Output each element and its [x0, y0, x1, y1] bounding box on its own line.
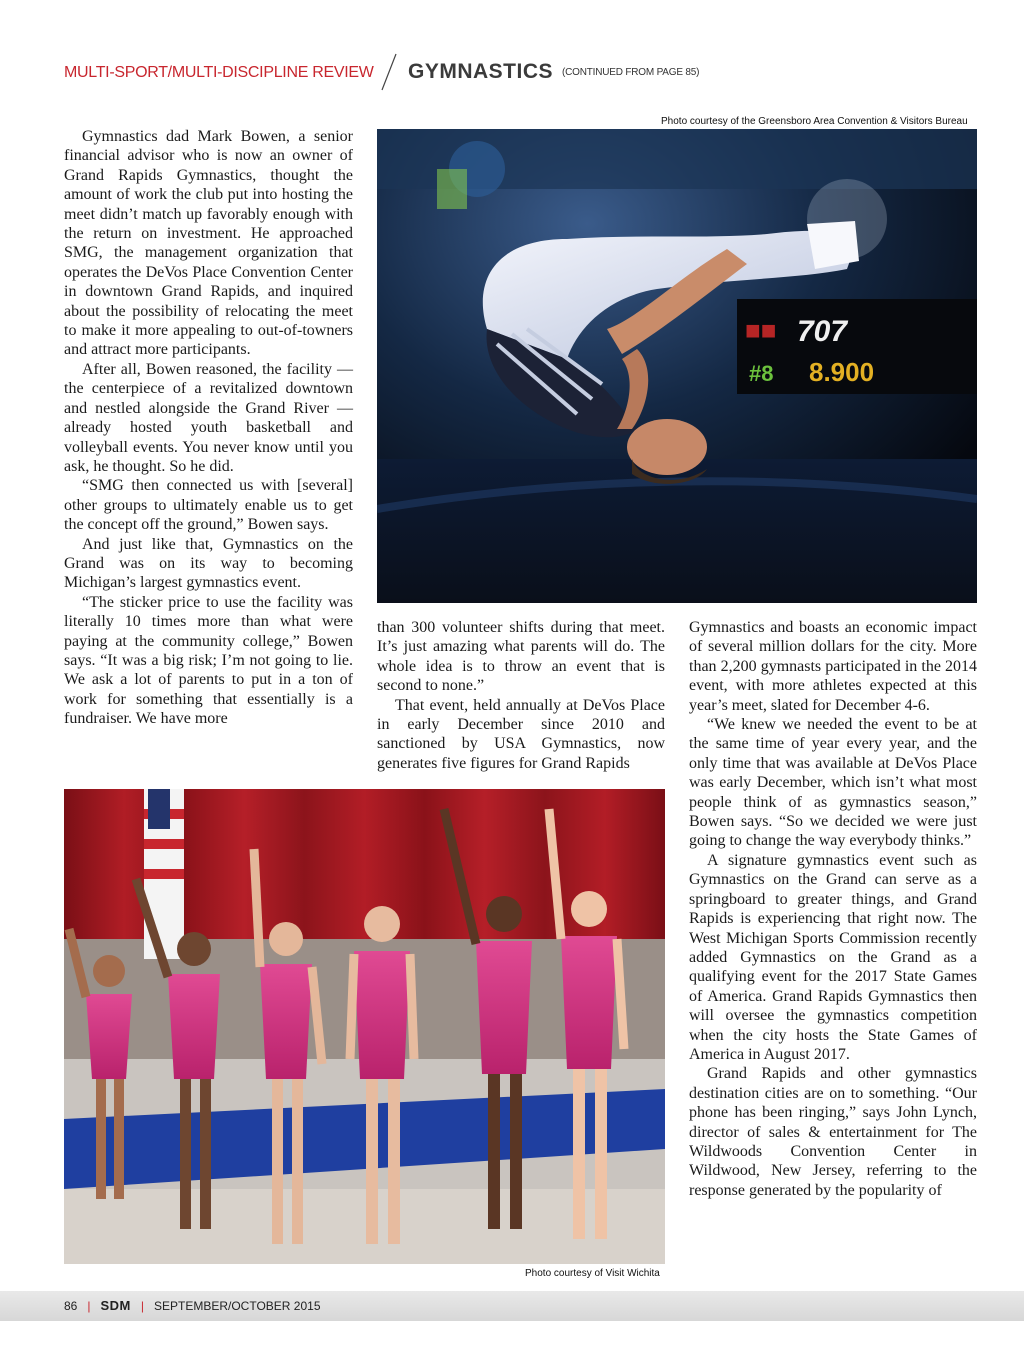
- page-header: [64, 58, 976, 98]
- paragraph: than 300 volunteer shifts during that meet. It’s just amazing what parents will do. The whole idea is to throw an event that is second to none.”: [377, 619, 665, 695]
- paragraph: “We knew we needed the event to be at the same time of year every year, and the only time that was available at DeVos Place was early December, which isn’t what most people think of as gymnastics season,” Bowen says. “So we decided we were just going to change the way everybody thinks.”: [689, 716, 977, 850]
- paragraph: Grand Rapids and other gymnastics destination cities are on to something. “Our phone has been ringing,” says John Lynch, director of sales & entertainment for The Wildwoods Convention Center in Wildwood, New Jersey, referring to the response generated by the popularity of: [689, 1065, 977, 1199]
- scoreboard-number: 707: [797, 315, 848, 348]
- gymnast-team-photo: [64, 789, 665, 1264]
- paragraph: “SMG then connected us with [several] other groups to ultimately enable us to get the concept off the ground,” Bowen says.: [64, 477, 353, 534]
- paragraph: And just like that, Gymnastics on the Grand was on its way to becoming Michigan’s largest gymnastics event.: [64, 535, 353, 592]
- gymnast-flip-photo: [377, 129, 977, 603]
- page-number: 86: [64, 1299, 78, 1313]
- svg-text:■■: ■■: [745, 315, 777, 345]
- scoreboard-score: 8.900: [809, 357, 875, 387]
- footer-separator: |: [87, 1299, 91, 1313]
- issue-date: SEPTEMBER/OCTOBER 2015: [154, 1299, 321, 1313]
- gymnast-flip-illustration: [377, 129, 977, 603]
- article-column-2: [377, 618, 665, 773]
- paragraph: That event, held annually at DeVos Place in early December since 2010 and sanctioned by USA Gymnastics, now generates five figures for Grand Rapids: [377, 696, 665, 772]
- footer-separator: |: [140, 1299, 144, 1313]
- magazine-logo: SDM: [100, 1298, 131, 1313]
- article-column-1: [64, 127, 353, 729]
- header-slash-divider: [380, 52, 398, 92]
- top-photo-credit: Photo courtesy of the Greensboro Area Convention & Visitors Bureau: [661, 116, 968, 127]
- gymnast-team-illustration: [64, 789, 665, 1264]
- bottom-photo-credit: Photo courtesy of Visit Wichita: [525, 1268, 660, 1279]
- paragraph: Gymnastics dad Mark Bowen, a senior financial advisor who is now an owner of Grand Rapids Gymnastics, thought the amount of work the club put into hosting the meet didn’t match up favorably enough with the return on investment. He approached SMG, the management organization that operates the DeVos Place Convention Center in downtown Grand Rapids, and inquired about the possibility of relocating the meet to make it more appealing to out-of-towners and attract more participants.: [64, 128, 353, 359]
- continued-note: (CONTINUED FROM PAGE 85): [562, 67, 700, 78]
- paragraph: Gymnastics and boasts an economic impact of several million dollars for the city. More than 2,200 gymnasts participated in the 2014 event, with more athletes expected at this year’s meet, slated for December 4-6.: [689, 619, 977, 714]
- paragraph: “The sticker price to use the facility was literally 10 times more than what were paying at the community college,” Bowen says. “It was a big risk; I’m not going to lie. We ask a lot of parents to put in a ton of work for something that essentially is a fundraiser. We have more: [64, 593, 353, 728]
- paragraph: A signature gymnastics event such as Gymnastics on the Grand can serve as a springboard to greater things, and Grand Rapids is experiencing that right now. The West Michigan Sports Commission recently added Gymnastics on the Grand as a qualifying event for the 2017 State Games of America. Grand Rapids Gymnastics then will oversee the gymnastics competition when the city hosts the State Games of America in August 2017.: [689, 851, 977, 1063]
- svg-text:#8: #8: [749, 361, 774, 386]
- page-footer: [64, 1298, 321, 1313]
- topic-title: GYMNASTICS: [408, 60, 554, 83]
- paragraph: After all, Bowen reasoned, the facility — the centerpiece of a revitalized downtown and nestled alongside the Grand River — already hosted youth basketball and volleyball events. You never know until you ask, he thought. So he did.: [64, 360, 353, 475]
- article-column-3: [689, 618, 977, 1200]
- section-title: MULTI-SPORT/MULTI-DISCIPLINE REVIEW: [64, 64, 374, 81]
